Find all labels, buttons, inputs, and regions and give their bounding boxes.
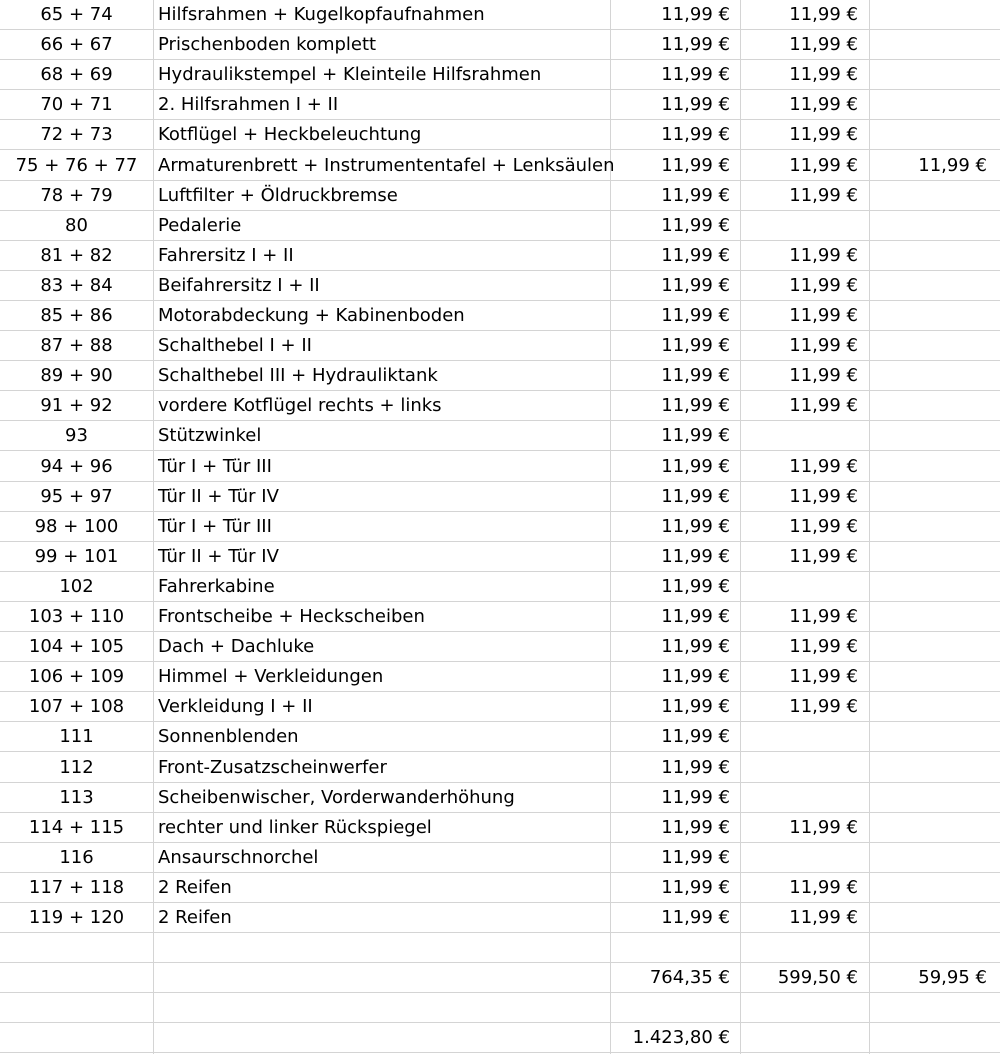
cell-price-2[interactable]: 11,99 € xyxy=(789,516,858,537)
cell-part-number[interactable]: 93 xyxy=(65,425,88,446)
table-row xyxy=(0,843,1000,873)
cell-price-2[interactable]: 11,99 € xyxy=(789,486,858,507)
cell-price-2[interactable]: 11,99 € xyxy=(789,275,858,296)
cell-part-number[interactable]: 81 + 82 xyxy=(40,245,113,266)
cell-price-2[interactable]: 11,99 € xyxy=(789,456,858,477)
cell-price-2[interactable]: 11,99 € xyxy=(789,4,858,25)
cell-price-1[interactable]: 11,99 € xyxy=(661,395,730,416)
table-row xyxy=(0,542,1000,572)
cell-price-3[interactable] xyxy=(870,120,987,149)
cell-price-2[interactable] xyxy=(741,722,858,751)
cell-price-3[interactable] xyxy=(870,60,987,89)
cell-part-number[interactable]: 70 + 71 xyxy=(40,94,113,115)
cell-price-2[interactable]: 11,99 € xyxy=(789,666,858,687)
cell-part-number[interactable]: 66 + 67 xyxy=(40,34,113,55)
cell-part-number[interactable] xyxy=(0,933,153,962)
cell-price-3[interactable] xyxy=(870,632,987,661)
cell-price-1[interactable]: 11,99 € xyxy=(661,245,730,266)
cell-price-3[interactable] xyxy=(870,813,987,842)
cell-price-2[interactable] xyxy=(741,421,858,450)
cell-price-1[interactable] xyxy=(611,933,730,962)
cell-description[interactable]: Prischenboden komplett xyxy=(158,34,377,55)
table-row xyxy=(0,482,1000,512)
cell-description[interactable]: 2 Reifen xyxy=(158,907,232,928)
cell-description[interactable]: Tür I + Tür III xyxy=(158,516,272,537)
cell-price-3[interactable] xyxy=(870,90,987,119)
cell-part-number[interactable] xyxy=(0,1023,153,1052)
cell-price-2[interactable] xyxy=(741,753,858,782)
cell-part-number[interactable]: 89 + 90 xyxy=(40,365,113,386)
cell-price-1[interactable]: 764,35 € xyxy=(649,967,730,988)
cell-part-number[interactable]: 94 + 96 xyxy=(40,456,113,477)
cell-price-2[interactable] xyxy=(741,933,858,962)
cell-price-1[interactable]: 11,99 € xyxy=(661,305,730,326)
table-row xyxy=(0,211,1000,241)
cell-description[interactable]: Hydraulikstempel + Kleinteile Hilfsrahmen xyxy=(158,64,542,85)
cell-part-number[interactable]: 91 + 92 xyxy=(40,395,113,416)
cell-part-number[interactable]: 72 + 73 xyxy=(40,124,113,145)
table-row xyxy=(0,753,1000,783)
cell-price-3[interactable] xyxy=(870,482,987,511)
table-row xyxy=(0,722,1000,752)
table-row xyxy=(0,662,1000,692)
table-row xyxy=(0,903,1000,933)
table-row xyxy=(0,512,1000,542)
cell-price-3[interactable] xyxy=(870,542,987,571)
cell-price-1[interactable]: 11,99 € xyxy=(661,185,730,206)
cell-description[interactable]: Fahrerkabine xyxy=(158,576,275,597)
cell-part-number[interactable]: 78 + 79 xyxy=(40,185,113,206)
cell-part-number[interactable]: 68 + 69 xyxy=(40,64,113,85)
cell-price-1[interactable]: 11,99 € xyxy=(661,94,730,115)
table-row xyxy=(0,602,1000,632)
cell-description[interactable]: 2 Reifen xyxy=(158,877,232,898)
cell-description[interactable]: Armaturenbrett + Instrumententafel + Lenksäulen xyxy=(158,155,615,176)
cell-price-1[interactable]: 11,99 € xyxy=(661,335,730,356)
cell-part-number[interactable]: 112 xyxy=(59,757,94,778)
cell-price-2[interactable]: 11,99 € xyxy=(789,155,858,176)
table-row xyxy=(0,361,1000,391)
cell-description[interactable] xyxy=(158,963,610,992)
cell-price-3[interactable] xyxy=(870,903,987,932)
cell-description[interactable]: Dach + Dachluke xyxy=(158,636,315,657)
cell-price-2[interactable]: 11,99 € xyxy=(789,94,858,115)
cell-description[interactable]: Motorabdeckung + Kabinenboden xyxy=(158,305,465,326)
table-row xyxy=(0,993,1000,1023)
cell-price-3[interactable] xyxy=(870,331,987,360)
cell-price-3[interactable] xyxy=(870,873,987,902)
cell-part-number[interactable]: 106 + 109 xyxy=(28,666,125,687)
cell-price-2[interactable]: 11,99 € xyxy=(789,877,858,898)
table-row xyxy=(0,783,1000,813)
cell-price-3[interactable] xyxy=(870,391,987,420)
cell-price-3[interactable] xyxy=(870,572,987,601)
cell-price-3[interactable] xyxy=(870,361,987,390)
cell-price-2[interactable]: 11,99 € xyxy=(789,696,858,717)
table-row xyxy=(0,151,1000,181)
cell-price-1[interactable]: 11,99 € xyxy=(661,486,730,507)
table-row xyxy=(0,90,1000,120)
cell-price-3[interactable] xyxy=(870,1023,987,1052)
table-row xyxy=(0,0,1000,30)
cell-price-3[interactable] xyxy=(870,421,987,450)
cell-price-2[interactable]: 11,99 € xyxy=(789,34,858,55)
table-row xyxy=(0,30,1000,60)
cell-price-1[interactable]: 11,99 € xyxy=(661,847,730,868)
cell-description[interactable]: Beifahrersitz I + II xyxy=(158,275,320,296)
cell-price-2[interactable] xyxy=(741,993,858,1022)
cell-price-3[interactable] xyxy=(870,993,987,1022)
cell-price-1[interactable]: 11,99 € xyxy=(661,726,730,747)
cell-price-1[interactable]: 11,99 € xyxy=(661,516,730,537)
table-row xyxy=(0,331,1000,361)
cell-price-2[interactable]: 11,99 € xyxy=(789,64,858,85)
cell-price-3[interactable]: 59,95 € xyxy=(918,967,987,988)
cell-price-1[interactable]: 11,99 € xyxy=(661,817,730,838)
cell-price-1[interactable]: 11,99 € xyxy=(661,64,730,85)
cell-part-number[interactable] xyxy=(0,963,153,992)
cell-part-number[interactable]: 83 + 84 xyxy=(40,275,113,296)
cell-price-2[interactable]: 599,50 € xyxy=(777,967,858,988)
cell-part-number[interactable]: 119 + 120 xyxy=(28,907,125,928)
cell-description[interactable]: Tür II + Tür IV xyxy=(158,546,279,567)
cell-description[interactable]: 2. Hilfsrahmen I + II xyxy=(158,94,339,115)
cell-part-number[interactable] xyxy=(0,993,153,1022)
cell-price-1[interactable]: 1.423,80 € xyxy=(632,1027,730,1048)
cell-description[interactable]: Pedalerie xyxy=(158,215,242,236)
cell-description[interactable]: Frontscheibe + Heckscheiben xyxy=(158,606,425,627)
cell-description[interactable]: Luftfilter + Öldruckbremse xyxy=(158,185,398,206)
cell-part-number[interactable]: 80 xyxy=(65,215,88,236)
cell-price-3[interactable] xyxy=(870,0,987,29)
cell-price-1[interactable]: 11,99 € xyxy=(661,155,730,176)
table-row xyxy=(0,271,1000,301)
cell-price-3[interactable] xyxy=(870,783,987,812)
cell-description[interactable]: Scheibenwischer, Vorderwanderhöhung xyxy=(158,787,515,808)
cell-price-1[interactable]: 11,99 € xyxy=(661,877,730,898)
cell-description[interactable]: Hilfsrahmen + Kugelkopfaufnahmen xyxy=(158,4,485,25)
cell-description[interactable]: Ansaurschnorchel xyxy=(158,847,319,868)
table-row xyxy=(0,120,1000,150)
cell-description[interactable]: Tür II + Tür IV xyxy=(158,486,279,507)
cell-part-number[interactable]: 117 + 118 xyxy=(28,877,125,898)
cell-price-3[interactable] xyxy=(870,602,987,631)
cell-description[interactable]: Sonnenblenden xyxy=(158,726,299,747)
cell-price-2[interactable]: 11,99 € xyxy=(789,365,858,386)
cell-description[interactable]: Schalthebel I + II xyxy=(158,335,312,356)
cell-price-3[interactable] xyxy=(870,181,987,210)
cell-part-number[interactable]: 85 + 86 xyxy=(40,305,113,326)
cell-price-2[interactable]: 11,99 € xyxy=(789,817,858,838)
cell-price-2[interactable]: 11,99 € xyxy=(789,305,858,326)
table-row xyxy=(0,692,1000,722)
cell-price-3[interactable] xyxy=(870,722,987,751)
cell-price-1[interactable]: 11,99 € xyxy=(661,666,730,687)
cell-price-2[interactable]: 11,99 € xyxy=(789,395,858,416)
cell-price-2[interactable]: 11,99 € xyxy=(789,606,858,627)
cell-price-1[interactable]: 11,99 € xyxy=(661,275,730,296)
cell-price-1[interactable]: 11,99 € xyxy=(661,907,730,928)
cell-part-number[interactable]: 99 + 101 xyxy=(34,546,119,567)
cell-description[interactable]: rechter und linker Rückspiegel xyxy=(158,817,432,838)
table-row xyxy=(0,60,1000,90)
cell-price-1[interactable]: 11,99 € xyxy=(661,34,730,55)
table-row xyxy=(0,632,1000,662)
cell-price-1[interactable]: 11,99 € xyxy=(661,606,730,627)
cell-part-number[interactable]: 111 xyxy=(59,726,94,747)
cell-description[interactable]: Verkleidung I + II xyxy=(158,696,313,717)
cell-description[interactable]: Stützwinkel xyxy=(158,425,262,446)
table-row xyxy=(0,1023,1000,1053)
cell-part-number[interactable]: 114 + 115 xyxy=(28,817,125,838)
cell-description[interactable]: Tür I + Tür III xyxy=(158,456,272,477)
cell-price-1[interactable]: 11,99 € xyxy=(661,576,730,597)
cell-price-1[interactable]: 11,99 € xyxy=(661,365,730,386)
cell-price-3[interactable] xyxy=(870,512,987,541)
cell-price-1[interactable]: 11,99 € xyxy=(661,696,730,717)
table-row xyxy=(0,572,1000,602)
cell-description[interactable] xyxy=(158,1023,610,1052)
cell-price-2[interactable]: 11,99 € xyxy=(789,124,858,145)
cell-part-number[interactable]: 95 + 97 xyxy=(40,486,113,507)
cell-price-3[interactable] xyxy=(870,452,987,481)
table-row xyxy=(0,963,1000,993)
cell-description[interactable]: Front-Zusatzscheinwerfer xyxy=(158,757,387,778)
cell-price-2[interactable]: 11,99 € xyxy=(789,636,858,657)
cell-part-number[interactable]: 103 + 110 xyxy=(28,606,125,627)
cell-description[interactable] xyxy=(158,993,610,1022)
cell-price-3[interactable] xyxy=(870,692,987,721)
table-row xyxy=(0,241,1000,271)
table-row xyxy=(0,813,1000,843)
cell-price-2[interactable]: 11,99 € xyxy=(789,907,858,928)
cell-part-number[interactable]: 113 xyxy=(59,787,94,808)
table-row xyxy=(0,933,1000,963)
table-row xyxy=(0,452,1000,482)
cell-price-2[interactable] xyxy=(741,783,858,812)
cell-price-3[interactable] xyxy=(870,211,987,240)
cell-price-2[interactable]: 11,99 € xyxy=(789,335,858,356)
cell-price-2[interactable] xyxy=(741,843,858,872)
cell-price-3[interactable] xyxy=(870,933,987,962)
cell-part-number[interactable]: 98 + 100 xyxy=(34,516,119,537)
cell-price-3[interactable] xyxy=(870,843,987,872)
cell-price-3[interactable] xyxy=(870,30,987,59)
cell-price-2[interactable]: 11,99 € xyxy=(789,546,858,567)
cell-price-2[interactable]: 11,99 € xyxy=(789,185,858,206)
cell-price-1[interactable]: 11,99 € xyxy=(661,215,730,236)
table-row xyxy=(0,421,1000,451)
table-row xyxy=(0,181,1000,211)
cell-price-3[interactable] xyxy=(870,301,987,330)
cell-description[interactable]: Kotflügel + Heckbeleuchtung xyxy=(158,124,422,145)
cell-part-number[interactable]: 75 + 76 + 77 xyxy=(15,155,138,176)
cell-price-2[interactable] xyxy=(741,1023,858,1052)
cell-part-number[interactable]: 116 xyxy=(59,847,94,868)
cell-description[interactable] xyxy=(158,933,610,962)
cell-price-1[interactable]: 11,99 € xyxy=(661,636,730,657)
cell-part-number[interactable]: 104 + 105 xyxy=(28,636,125,657)
cell-price-1[interactable]: 11,99 € xyxy=(661,456,730,477)
cell-price-1[interactable]: 11,99 € xyxy=(661,787,730,808)
cell-part-number[interactable]: 65 + 74 xyxy=(40,4,113,25)
cell-description[interactable]: vordere Kotflügel rechts + links xyxy=(158,395,442,416)
cell-price-3[interactable] xyxy=(870,241,987,270)
table-row xyxy=(0,301,1000,331)
cell-price-3[interactable]: 11,99 € xyxy=(918,155,987,176)
cell-price-2[interactable] xyxy=(741,572,858,601)
table-row xyxy=(0,391,1000,421)
cell-part-number[interactable]: 107 + 108 xyxy=(28,696,125,717)
cell-price-1[interactable]: 11,99 € xyxy=(661,757,730,778)
cell-price-3[interactable] xyxy=(870,662,987,691)
cell-price-1[interactable]: 11,99 € xyxy=(661,546,730,567)
cell-part-number[interactable]: 102 xyxy=(59,576,94,597)
cell-price-3[interactable] xyxy=(870,271,987,300)
cell-price-1[interactable]: 11,99 € xyxy=(661,425,730,446)
cell-price-2[interactable]: 11,99 € xyxy=(789,245,858,266)
cell-price-1[interactable]: 11,99 € xyxy=(661,124,730,145)
cell-description[interactable]: Schalthebel III + Hydrauliktank xyxy=(158,365,438,386)
table-row xyxy=(0,873,1000,903)
cell-price-2[interactable] xyxy=(741,211,858,240)
cell-price-3[interactable] xyxy=(870,753,987,782)
cell-description[interactable]: Fahrersitz I + II xyxy=(158,245,294,266)
cell-part-number[interactable]: 87 + 88 xyxy=(40,335,113,356)
cell-price-1[interactable]: 11,99 € xyxy=(661,4,730,25)
cell-price-1[interactable] xyxy=(611,993,730,1022)
cell-description[interactable]: Himmel + Verkleidungen xyxy=(158,666,384,687)
